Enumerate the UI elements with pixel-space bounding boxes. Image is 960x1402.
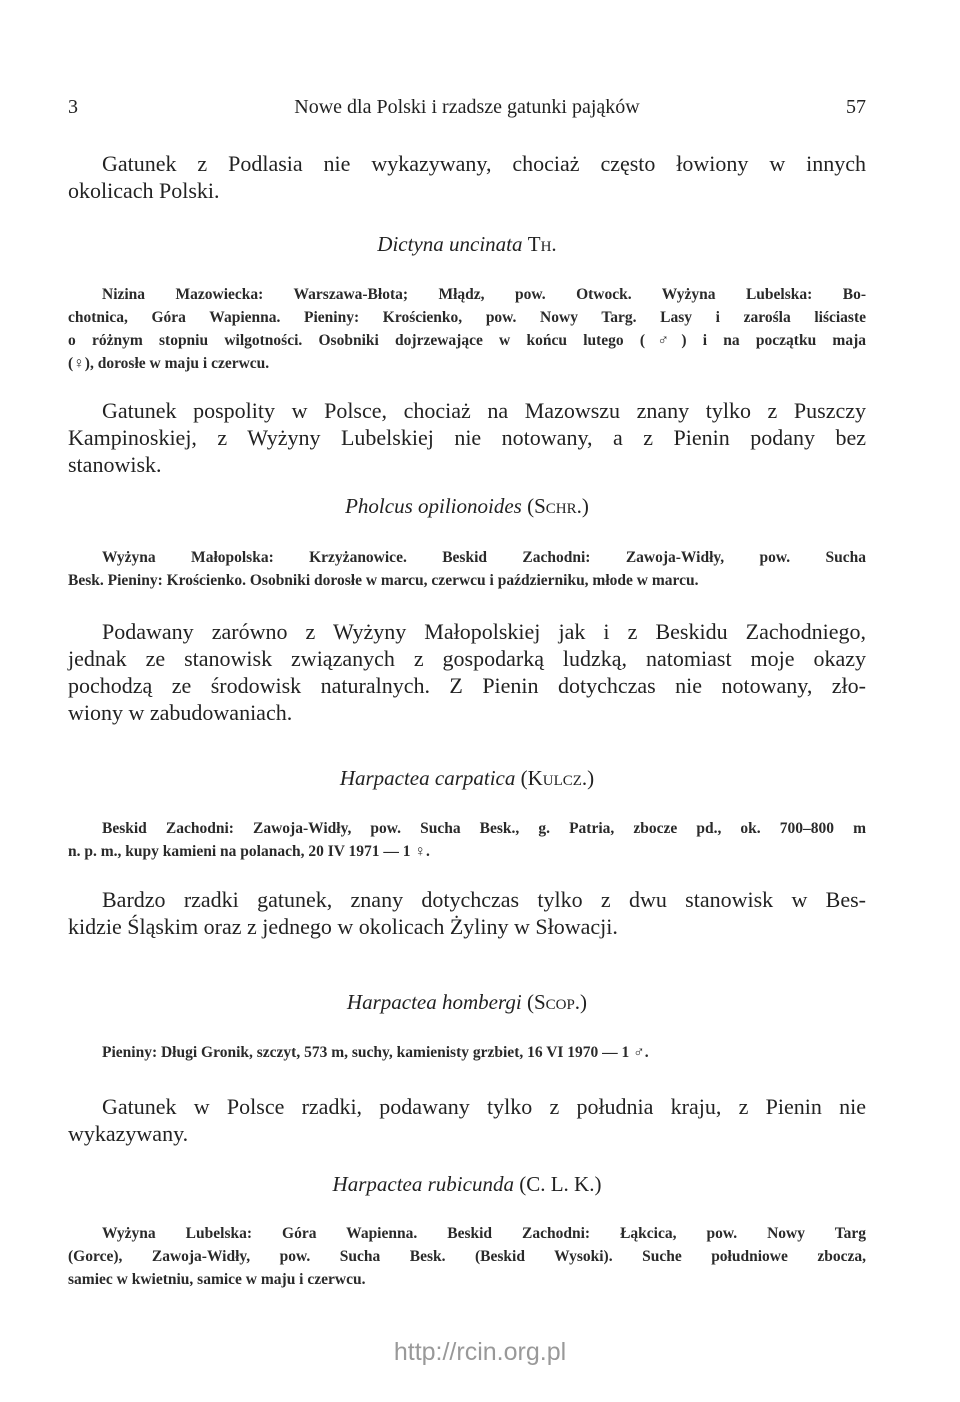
text-line: Gatunek w Polsce rzadki, podawany tylko z południa kraju, z Pienin nie	[102, 1094, 866, 1119]
page-number-right: 57	[846, 96, 866, 118]
text-line: Besk. Pieniny: Krościenko. Osobniki dorosłe w marcu, czerwcu i październiku, młode w marcu.	[68, 572, 699, 589]
text-line: (Gorce), Zawoja-Widły, pow. Sucha Besk. (Beskid Wysoki). Suche południowe zbocza,	[68, 1248, 866, 1265]
page-number-left: 3	[68, 96, 78, 118]
text-line: Bardzo rzadki gatunek, znany dotychczas tylko z dwu stanowisk w Bes-	[102, 887, 866, 912]
locality-record-5	[68, 1222, 866, 1291]
text-line: pochodzą ze środowisk naturalnych. Z Pienin dotychczas nie notowany, zło-	[68, 673, 866, 698]
paragraph-1	[68, 150, 866, 204]
species-heading-4	[68, 990, 866, 1015]
locality-record-2	[68, 546, 866, 592]
paragraph-2	[68, 397, 866, 478]
text-line: Gatunek z Podlasia nie wykazywany, chociaż często łowiony w innych	[102, 151, 866, 176]
text-line: Podawany zarówno z Wyżyny Małopolskiej jak i z Beskidu Zachodniego,	[102, 619, 866, 644]
text-line: Wyżyna Lubelska: Góra Wapienna. Beskid Zachodni: Łąkcica, pow. Nowy Targ	[102, 1225, 866, 1242]
text-line: Pieniny: Długi Gronik, szczyt, 573 m, suchy, kamienisty grzbiet, 16 VI 1970 — 1 ♂.	[102, 1044, 649, 1061]
text-line: Kampinoskiej, z Wyżyny Lubelskiej nie notowany, a z Pienin podany bez	[68, 425, 866, 450]
species-author: Th.	[527, 232, 557, 256]
text-line: samiec w kwietniu, samice w maju i czerwcu.	[68, 1271, 366, 1288]
species-author: (Schr.)	[527, 494, 589, 518]
species-name: Harpactea carpatica	[339, 766, 516, 790]
paragraph-4	[68, 886, 866, 940]
running-title: Nowe dla Polski i rzadsze gatunki pająków	[294, 96, 640, 118]
text-line: Wyżyna Małopolska: Krzyżanowice. Beskid Zachodni: Zawoja-Widły, pow. Sucha	[102, 549, 866, 566]
text-line: (♀), dorosłe w maju i czerwcu.	[68, 355, 270, 372]
species-author: (C. L. K.)	[519, 1172, 602, 1196]
species-name: Harpactea hombergi	[346, 990, 522, 1014]
text-line: jednak ze stanowisk związanych z gospodarką ludzką, natomiast moje okazy	[68, 646, 866, 671]
text-line: Nizina Mazowiecka: Warszawa-Błota; Młądz, pow. Otwock. Wyżyna Lubelska: Bo-	[102, 286, 866, 303]
text-line: chotnica, Góra Wapienna. Pieniny: Krościenko, pow. Nowy Targ. Lasy i zarośla liściaste	[68, 309, 866, 326]
text-line: stanowisk.	[68, 452, 162, 477]
text-line: Gatunek pospolity w Polsce, chociaż na Mazowszu znany tylko z Puszczy	[102, 398, 866, 423]
species-name: Pholcus opilionoides	[345, 494, 522, 518]
locality-record-1	[68, 283, 866, 375]
species-author: (Scop.)	[526, 990, 588, 1014]
text-line: n. p. m., kupy kamieni na polanach, 20 IV 1971 — 1 ♀.	[68, 843, 430, 860]
text-line: wykazywany.	[68, 1121, 189, 1146]
text-line: kidzie Śląskim oraz z jednego w okolicach Żyliny w Słowacji.	[68, 914, 618, 939]
species-heading-1	[68, 232, 866, 257]
species-author: (Kulcz.)	[520, 766, 595, 790]
text-line: wiony w zabudowaniach.	[68, 700, 293, 725]
page-header	[68, 96, 866, 126]
locality-record-3	[68, 817, 866, 863]
species-heading-3	[68, 766, 866, 791]
species-heading-5	[68, 1172, 866, 1197]
text-line: okolicach Polski.	[68, 178, 220, 203]
paragraph-3	[68, 618, 866, 726]
text-line: o różnym stopniu wilgotności. Osobniki dojrzewające w końcu lutego (♂) i na początku maja	[68, 332, 866, 349]
text-line: Beskid Zachodni: Zawoja-Widły, pow. Sucha Besk., g. Patria, zbocze pd., ok. 700–800 m	[102, 820, 866, 837]
species-name: Harpactea rubicunda	[332, 1172, 514, 1196]
paragraph-5	[68, 1093, 866, 1147]
source-watermark: http://rcin.org.pl	[393, 1338, 567, 1366]
species-name: Dictyna uncinata	[377, 232, 523, 256]
locality-record-4	[68, 1041, 866, 1064]
species-heading-2	[68, 494, 866, 519]
